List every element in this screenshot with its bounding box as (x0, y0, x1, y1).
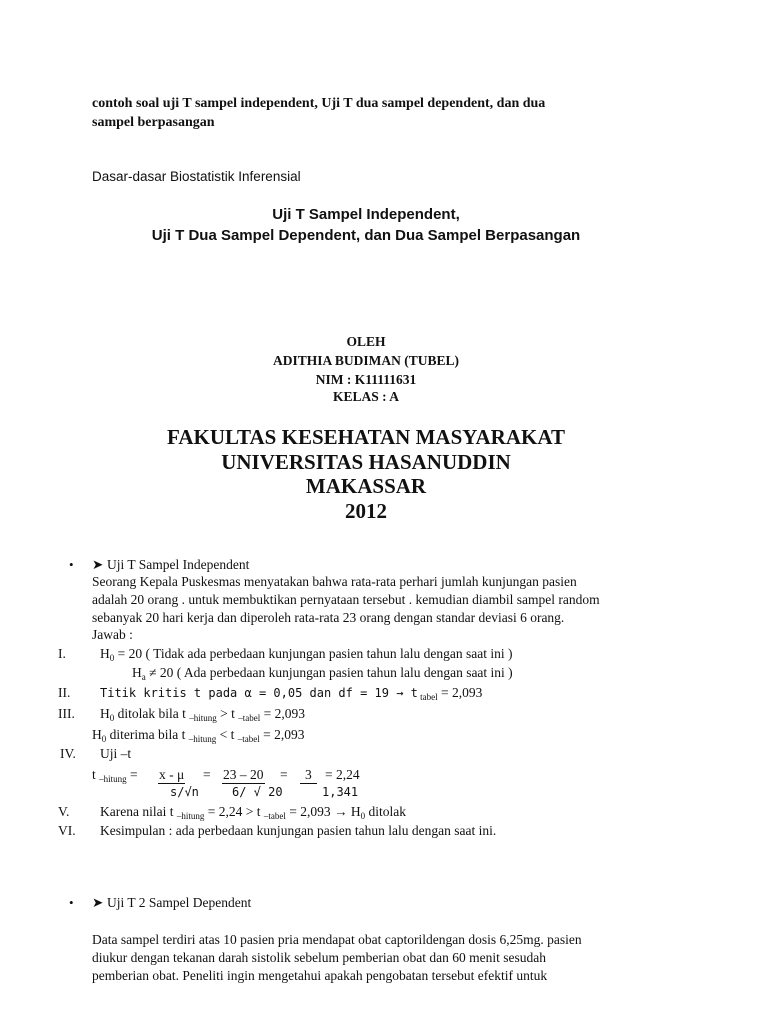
step-ii-text: Titik kritis t pada α = 0,05 dan df = 19 → t $_{tabel}$ = 2,093 (100, 685, 483, 702)
author-name: ADITHIA BUDIMAN (TUBEL) (272, 353, 460, 368)
arrow-bullet-icon: ➤ (92, 895, 104, 910)
step-iii-accept: $H_0$ diterima bila t $_{-hitung}$ < t $_{-tabel}$ = 2,093 (92, 727, 305, 744)
step-i-number: I. (58, 646, 66, 661)
step-iv-number: IV. (60, 746, 76, 761)
main-title-line-1: Uji T Sampel Independent, (272, 206, 460, 223)
bullet-icon: • (69, 895, 74, 910)
step-iii-number: III. (58, 706, 75, 721)
main-title-line-2: Uji T Dua Sampel Dependent, dan Dua Sampel Berpasangan (151, 227, 581, 244)
formula-numerator-2: 23 – 20 (223, 767, 264, 782)
university-name: UNIVERSITAS HASANUDDIN (221, 450, 511, 474)
step-i-ha: $H_a \ne 20$ ( Ada perbedaan kunjungan pasien tahun lalu dengan saat ini ) (132, 665, 513, 682)
step-vi-text: Kesimpulan : ada perbedaan kunjungan pasien tahun lalu dengan saat ini. (100, 823, 497, 838)
formula-equals-2: = (203, 767, 211, 782)
step-iii-reject: $H_0$ ditolak bila t $_{-hitung}$ > t $_{-tabel}$ = 2,093 (100, 706, 306, 723)
city-name: MAKASSAR (305, 474, 427, 498)
formula-numerator-1: x - μ (159, 767, 185, 782)
step-v-text: Karena nilai t $_{-hitung}$ = 2,24 > t $_{-tabel} = 2,093 \to H_0$ ditolak (100, 804, 406, 821)
formula-equals-3: = (280, 767, 288, 782)
step-v-number: V. (58, 804, 70, 819)
section1-heading: Uji T Sampel Independent (107, 557, 250, 572)
section1-para-line-4: Jawab : (92, 627, 133, 642)
step-ii-number: II. (58, 685, 71, 700)
author-oleh: OLEH (346, 334, 386, 349)
section2-heading: Uji T 2 Sampel Dependent (107, 895, 252, 910)
section2-para-line-1: Data sampel terdiri atas 10 pasien pria mendapat obat captorildengan dosis 6,25mg. pasien (92, 932, 582, 947)
author-kelas: KELAS : A (332, 389, 400, 404)
header-line-1: contoh soal uji T sampel independent, Uji T dua sampel dependent, dan dua (92, 96, 546, 111)
formula-denominator-3: 1,341 (322, 785, 359, 799)
formula-t-hitung: t $_{-hitung}$ = (92, 767, 138, 784)
year: 2012 (345, 499, 387, 523)
section2-para-line-2: diukur dengan tekanan darah sistolik sebelum pemberian obat dan 60 menit sesudah (92, 950, 547, 965)
formula-denominator-1: s/√n (170, 785, 199, 799)
formula-numerator-3: 3 (300, 767, 317, 784)
author-nim: NIM : K11111631 (315, 372, 417, 387)
faculty-name: FAKULTAS KESEHATAN MASYARAKAT (167, 425, 565, 449)
section1-para-line-2: adalah 20 orang . untuk membuktikan pernyataan tersebut . kemudian diambil sampel random (92, 592, 600, 607)
subtitle: Dasar-dasar Biostatistik Inferensial (92, 169, 301, 184)
section2-para-line-3: pemberian obat. Peneliti ingin mengetahui apakah pengobatan tersebut efektif untuk (92, 968, 548, 983)
formula-denominator-2: 6/ √ 20 (232, 785, 283, 799)
step-i-h0: $H_0 = 20$ ( Tidak ada perbedaan kunjungan pasien tahun lalu dengan saat ini ) (100, 646, 513, 663)
bullet-icon: • (69, 557, 74, 572)
step-vi-number: VI. (58, 823, 76, 838)
header-line-2: sampel berpasangan (92, 115, 215, 130)
section1-para-line-3: sebanyak 20 hari kerja dan diperoleh rata-rata 23 orang dengan standar deviasi 6 orang. (92, 610, 565, 625)
formula-result: = 2,24 (325, 767, 360, 782)
arrow-bullet-icon: ➤ (92, 557, 104, 572)
step-iv-text: Uji –t (100, 746, 132, 761)
section1-para-line-1: Seorang Kepala Puskesmas menyatakan bahwa rata-rata perhari jumlah kunjungan pasien (92, 574, 577, 589)
